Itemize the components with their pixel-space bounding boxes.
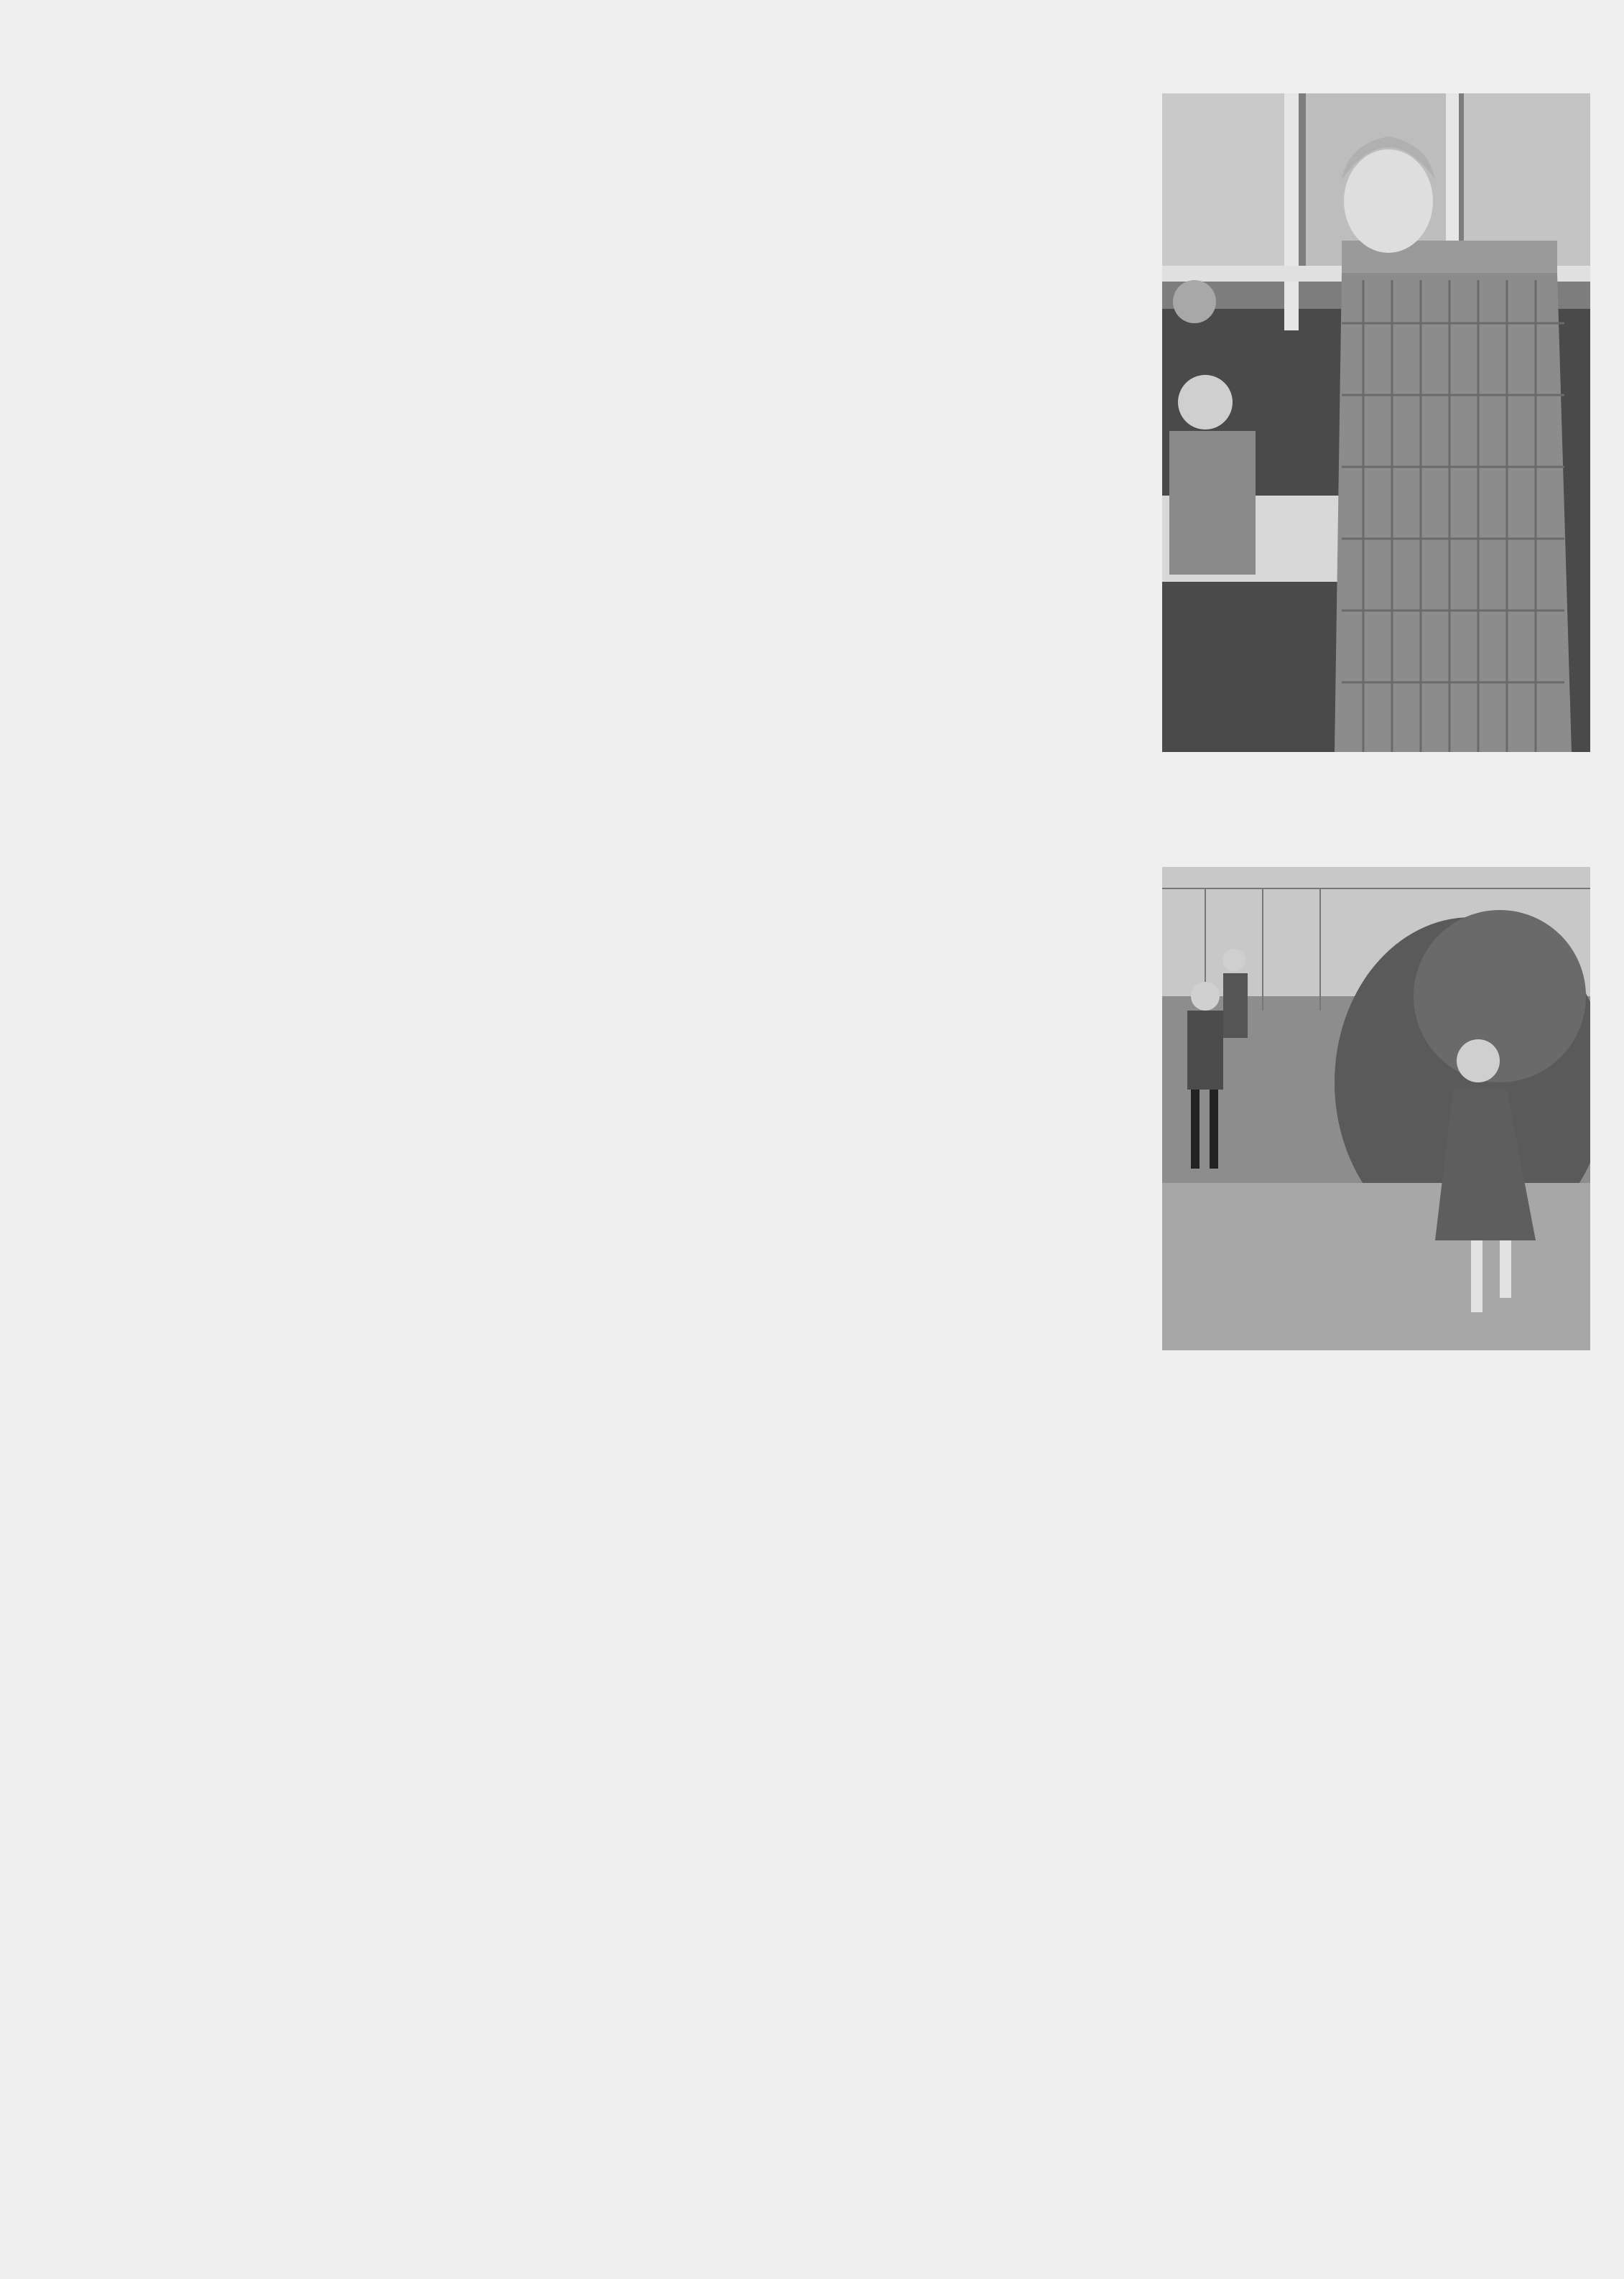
teacher-classroom-photo [1162, 93, 1590, 752]
playground-photo [1162, 867, 1590, 1350]
